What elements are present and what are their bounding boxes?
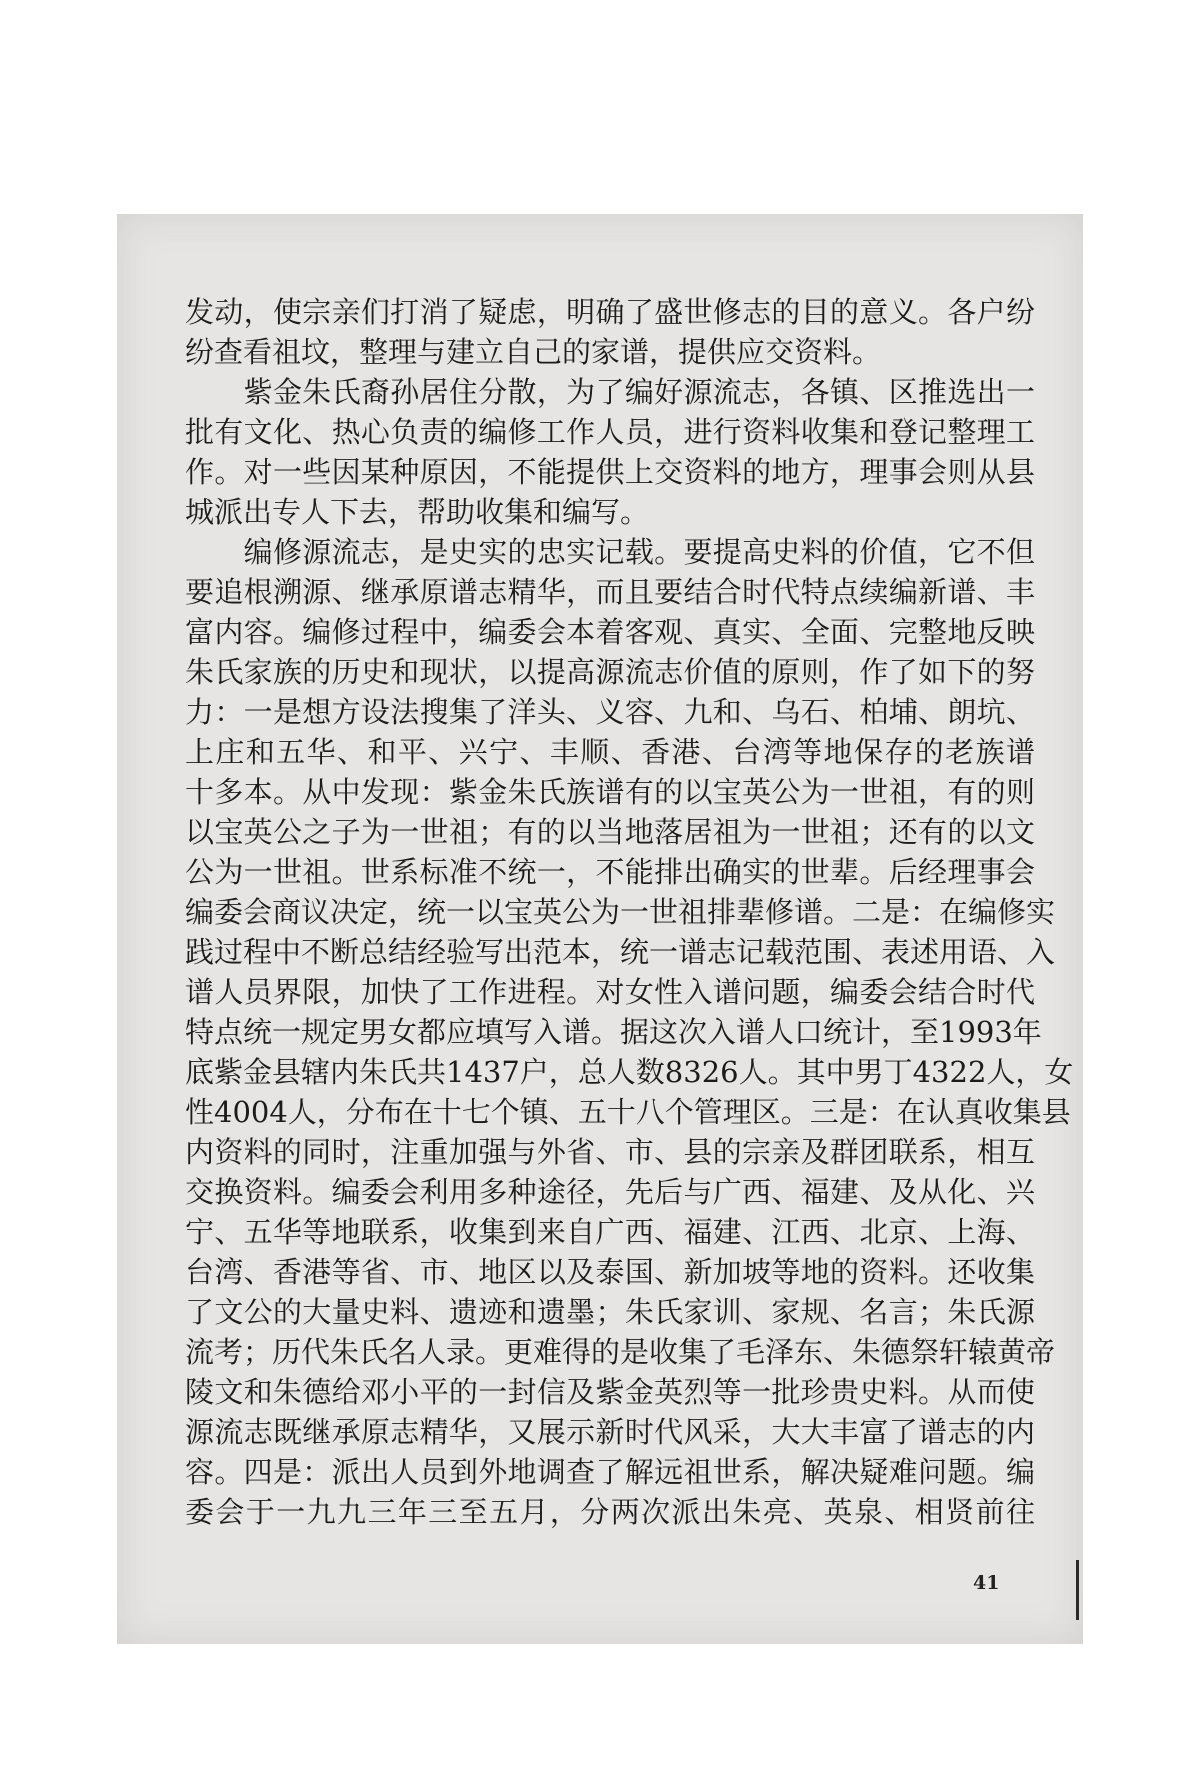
text-line: 源流志既继承原志精华，又展示新时代风采，大大丰富了谱志的内 xyxy=(185,1415,1035,1449)
text-line: 性4004人，分布在十七个镇、五十八个管理区。三是：在认真收集县 xyxy=(185,1095,1071,1129)
scan-edge-mark xyxy=(1076,1560,1079,1620)
text-line: 上庄和五华、和平、兴宁、丰顺、香港、台湾等地保存的老族谱 xyxy=(185,735,1035,769)
text-line: 力：一是想方设法搜集了洋头、义容、九和、乌石、柏埔、朗坑、 xyxy=(185,695,1035,729)
text-line: 谱人员界限，加快了工作进程。对女性入谱问题，编委会结合时代 xyxy=(185,975,1035,1009)
body-text xyxy=(185,292,1074,1532)
text-line: 台湾、香港等省、市、地区以及泰国、新加坡等地的资料。还收集 xyxy=(185,1255,1035,1289)
text-line: 陵文和朱德给邓小平的一封信及紫金英烈等一批珍贵史料。从而使 xyxy=(185,1375,1035,1409)
text-line: 内资料的同时，注重加强与外省、市、县的宗亲及群团联系，相互 xyxy=(185,1135,1035,1169)
text-line: 发动，使宗亲们打消了疑虑，明确了盛世修志的目的意义。各户纷 xyxy=(185,295,1035,329)
text-line: 朱氏家族的历史和现状，以提高源流志价值的原则，作了如下的努 xyxy=(185,655,1035,689)
text-line: 批有文化、热心负责的编修工作人员，进行资料收集和登记整理工 xyxy=(185,415,1035,449)
text-line: 城派出专人下去，帮助收集和编写。 xyxy=(185,495,650,529)
text-line: 特点统一规定男女都应填写入谱。据这次入谱人口统计，至1993年 xyxy=(185,1015,1042,1049)
scanned-page xyxy=(117,214,1083,1644)
text-line: 容。四是：派出人员到外地调查了解远祖世系，解决疑难问题。编 xyxy=(185,1455,1035,1489)
text-line: 宁、五华等地联系，收集到来自广西、福建、江西、北京、上海、 xyxy=(185,1215,1035,1249)
text-line: 作。对一些因某种原因，不能提供上交资料的地方，理事会则从县 xyxy=(185,455,1035,489)
text-line: 紫金朱氏裔孙居住分散，为了编好源流志，各镇、区推选出一 xyxy=(185,375,1035,409)
text-line: 践过程中不断总结经验写出范本，统一谱志记载范围、表述用语、入 xyxy=(185,935,1056,969)
text-line: 交换资料。编委会利用多种途径，先后与广西、福建、及从化、兴 xyxy=(185,1175,1035,1209)
text-line: 公为一世祖。世系标准不统一，不能排出确实的世辈。后经理事会 xyxy=(185,855,1035,889)
text-line: 纷查看祖坟，整理与建立自己的家谱，提供应交资料。 xyxy=(185,335,882,369)
text-line: 流考；历代朱氏名人录。更难得的是收集了毛泽东、朱德祭轩辕黄帝 xyxy=(185,1335,1056,1369)
text-line: 了文公的大量史料、遗迹和遗墨；朱氏家训、家规、名言；朱氏源 xyxy=(185,1295,1035,1329)
text-line: 要追根溯源、继承原谱志精华，而且要结合时代特点续编新谱、丰 xyxy=(185,575,1035,609)
page-number: 41 xyxy=(973,1572,1000,1594)
text-line: 编委会商议决定，统一以宝英公为一世祖排辈修谱。二是：在编修实 xyxy=(185,895,1056,929)
text-line: 十多本。从中发现：紫金朱氏族谱有的以宝英公为一世祖，有的则 xyxy=(185,775,1035,809)
text-line: 编修源流志，是史实的忠实记载。要提高史料的价值，它不但 xyxy=(185,535,1035,569)
text-line: 富内容。编修过程中，编委会本着客观、真实、全面、完整地反映 xyxy=(185,615,1035,649)
text-line: 底紫金县辖内朱氏共1437户，总人数8326人。其中男丁4322人，女 xyxy=(185,1055,1074,1089)
text-line: 以宝英公之子为一世祖；有的以当地落居祖为一世祖；还有的以文 xyxy=(185,815,1035,849)
text-line: 委会于一九九三年三至五月，分两次派出朱亮、英泉、相贤前往 xyxy=(185,1495,1035,1529)
